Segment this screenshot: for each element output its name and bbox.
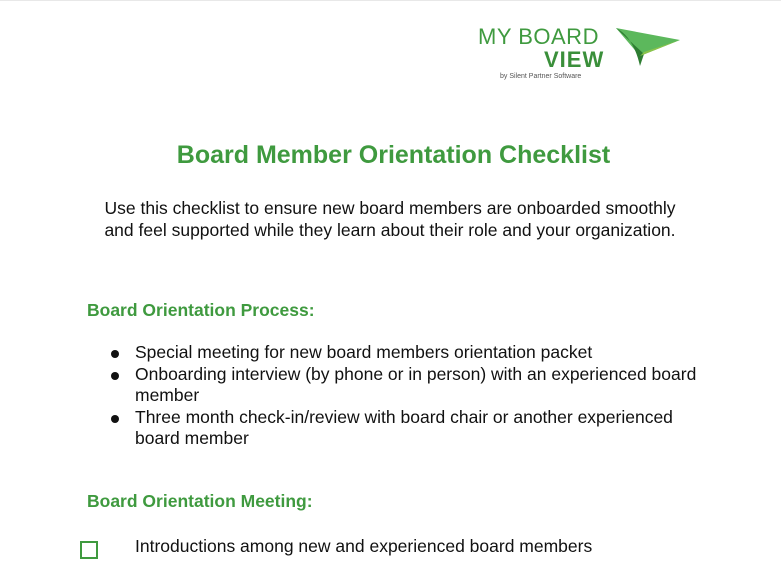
bullet-icon xyxy=(111,415,119,423)
checklist-checkbox[interactable] xyxy=(80,541,98,559)
logo-wordmark-line1: MY BOARD xyxy=(478,24,599,49)
checklist-item xyxy=(80,535,730,565)
intro-paragraph: Use this checklist to ensure new board members are onboarded smoothly and feel supported while they learn about their role and your organization. xyxy=(104,198,676,240)
my-board-view-logo xyxy=(476,22,686,86)
list-item xyxy=(110,364,710,407)
meeting-section-heading: Board Orientation Meeting: xyxy=(87,491,313,511)
logo-wordmark-line2: VIEW xyxy=(544,47,605,72)
list-item-text: Three month check-in/review with board chair or another experienced board member xyxy=(135,406,673,448)
green-swoosh-arrow-icon xyxy=(614,26,680,70)
checklist-item-label: Introductions among new and experienced board members xyxy=(135,536,593,556)
list-item xyxy=(110,407,710,450)
bullet-icon xyxy=(111,372,119,380)
list-item xyxy=(110,342,710,364)
bullet-icon xyxy=(111,350,119,358)
process-section-heading: Board Orientation Process: xyxy=(87,300,315,320)
page-title: Board Member Orientation Checklist xyxy=(176,141,611,169)
list-item-text: Onboarding interview (by phone or in person) with an experienced board member xyxy=(135,363,697,405)
logo-tagline: by Silent Partner Software xyxy=(500,73,582,80)
process-bullet-list xyxy=(110,342,710,450)
list-item-text: Special meeting for new board members orientation packet xyxy=(135,342,593,362)
